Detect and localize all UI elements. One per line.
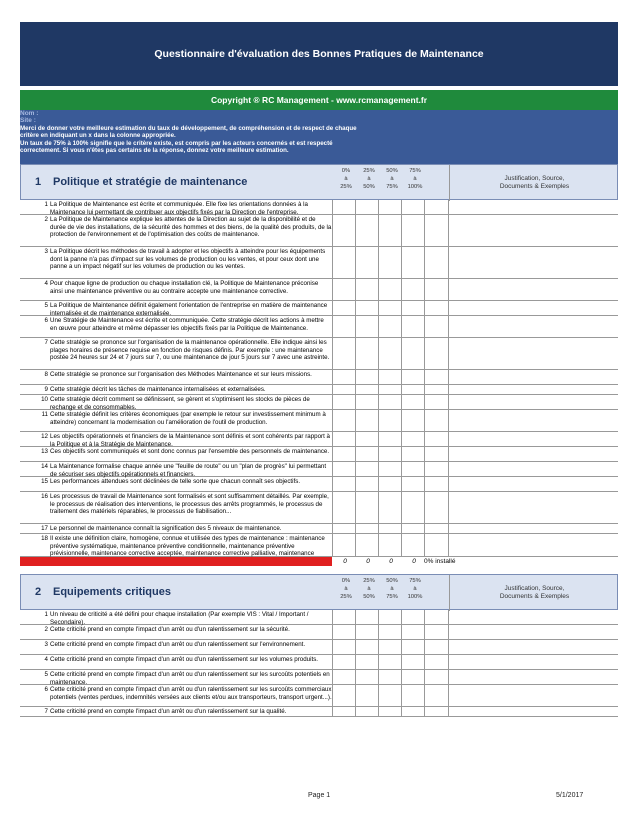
criterion-text: La Politique décrit les méthodes de travail à adopter et les objectifs à atteindre pour les équipements dont la panne n'a pas d'impact sur les volumes de production ou les ventes, et pour ceux dont une panne a un impact négatif sur les volumes de production ou les ventes. [50,248,326,271]
answer-cell-divider [448,492,449,524]
answer-cell-divider [332,370,333,385]
answer-cell-divider [355,492,356,524]
answer-cell-divider [448,215,449,247]
answer-cell-divider [332,301,333,316]
answer-cell-divider [401,655,402,670]
section-title: Politique et stratégie de maintenance [53,176,248,188]
answer-cell-divider [448,655,449,670]
answer-cell-divider [378,279,379,301]
section-title: Equipements critiques [53,586,171,598]
answer-cell-divider [332,247,333,279]
answer-cell-divider [355,410,356,432]
answer-cell-divider [332,462,333,477]
answer-cell-divider [401,215,402,247]
answer-cell-divider [332,640,333,655]
answer-cell-divider [355,370,356,385]
answer-cell-divider [401,316,402,338]
answer-cell-divider [448,707,449,717]
criterion-text: Cette criticité prend en compte l'impact d'un arrêt ou d'un ralentissement sur les volumes produits. [50,656,319,663]
criterion-text: La Politique de Maintenance définit également l'orientation de l'entreprise en matière de maintenance internalisée et de maintenance externalisée. [50,302,328,317]
answer-cell-divider [424,477,425,492]
table-row [20,215,618,247]
answer-cell-divider [401,462,402,477]
criterion-text: Les processus de travail de Maintenance sont formalisés et sont suffisamment détaillés. Par exemple, le processus de réalisation des interventions, le processus des arrêts programmés, le processus de traitement des matériels réparables, le processus de fiabilisation... [50,493,329,516]
answer-cell-divider [355,534,356,557]
answer-cell-divider [424,410,425,432]
answer-cell-divider [332,534,333,557]
row-number: 16 [41,493,48,500]
total-0-25: 0 [343,558,347,565]
answer-cell-divider [378,370,379,385]
answer-cell-divider [332,524,333,534]
answer-cell-divider [424,247,425,279]
copyright-banner: Copyright ® RC Management - www.rcmanagement.fr [20,90,618,110]
table-row [20,462,618,477]
answer-cell-divider [448,316,449,338]
answer-cell-divider [448,524,449,534]
instructions-line-4: correctement. Si vous n'êtes pas certains de la réponse, donnez votre meilleure estimation. [20,147,289,155]
row-number: 3 [44,641,48,648]
answer-cell-divider [448,670,449,685]
answer-cell-divider [401,301,402,316]
questionnaire-title: Questionnaire d'évaluation des Bonnes Pratiques de Maintenance [20,22,618,86]
answer-cell-divider [332,670,333,685]
section-rows [20,200,618,557]
answer-cell-divider [424,316,425,338]
answer-cell-divider [332,707,333,717]
column-25-50: 25% à 50% [363,168,375,190]
answer-cell-divider [332,215,333,247]
criterion-text: Cette criticité prend en compte l'impact d'un arrêt ou d'un ralentissement sur la qualité. [50,708,287,715]
table-row [20,301,618,316]
section-header [20,574,618,610]
criterion-text: Un niveau de criticité a été défini pour chaque installation (Par exemple VIS : Vital / Important / Secondaire). [50,611,309,626]
row-number: 5 [44,302,48,309]
answer-cell-divider [448,610,449,625]
answer-cell-divider [332,316,333,338]
site-label[interactable]: Site : [20,117,36,125]
row-number: 15 [41,478,48,485]
total-50-75: 0 [389,558,393,565]
row-number: 13 [41,448,48,455]
table-row [20,279,618,301]
criterion-text: Pour chaque ligne de production ou chaque installation clé, la Politique de Maintenance préconise ainsi une maintenance préventive ou au contraire accepte une maintenance corrective. [50,280,319,295]
answer-cell-divider [378,477,379,492]
row-number: 4 [44,656,48,663]
instructions-line-2: critère en indiquant un x dans la colonne appropriée. [20,132,176,140]
answer-cell-divider [355,640,356,655]
answer-cell-divider [424,338,425,370]
row-number: 10 [41,396,48,403]
row-number: 6 [44,686,48,693]
answer-cell-divider [355,655,356,670]
instructions-line-1: Merci de donner votre meilleure estimation du taux de développement, de compréhension et de respect de chaque [20,124,357,132]
answer-cell-divider [378,215,379,247]
answer-cell-divider [332,447,333,462]
answer-cell-divider [424,432,425,447]
section-total-row [20,557,618,566]
criterion-text: Il existe une définition claire, homogène, connue et utilisée des types de maintenance : maintenance préventive systématique, maintenance préventive conditionnelle, maintenance préventive prévisionnelle, maintenance corrective acceptée, maintenance corrective palliative, maintenance [50,535,325,558]
justification-header: Justification, Source, Documents & Exemples [449,165,619,201]
answer-cell-divider [448,338,449,370]
answer-cell-divider [424,524,425,534]
column-0-25: 0% à 25% [340,578,352,600]
installed-percentage: 0% installé [424,558,456,565]
row-number: 1 [44,611,48,618]
column-50-75: 50% à 75% [386,168,398,190]
answer-cell-divider [355,395,356,410]
section-header [20,164,618,200]
answer-cell-divider [424,707,425,717]
instructions-block [20,110,618,164]
answer-cell-divider [448,534,449,557]
criterion-text: Cette criticité prend en compte l'impact d'un arrêt ou d'un ralentissement sur la sécurité. [50,626,290,633]
answer-cell-divider [355,432,356,447]
row-number: 17 [41,525,48,532]
answer-cell-divider [355,215,356,247]
criterion-text: Cette criticité prend en compte l'impact d'un arrêt ou d'un ralentissement sur les surcoûts potentiels en maintenance. [50,671,330,686]
answer-cell-divider [332,625,333,640]
column-75-100: 75% à 100% [407,168,423,190]
answer-cell-divider [378,247,379,279]
answer-cell-divider [355,200,356,215]
column-25-50: 25% à 50% [363,578,375,600]
answer-cell-divider [401,534,402,557]
total-bar [20,557,332,566]
answer-cell-divider [355,247,356,279]
table-row [20,447,618,462]
answer-cell-divider [355,279,356,301]
answer-cell-divider [332,685,333,707]
row-number: 14 [41,463,48,470]
answer-cell-divider [448,395,449,410]
answer-cell-divider [448,279,449,301]
row-number: 3 [44,248,48,255]
answer-cell-divider [378,625,379,640]
criterion-text: La Maintenance formalise chaque année une "feuille de route" ou un "plan de progrès" lui permettant de sécuriser ses objectifs opérationnels et financiers. [50,463,327,478]
answer-cell-divider [378,410,379,432]
answer-cell-divider [355,477,356,492]
answer-cell-divider [424,640,425,655]
answer-cell-divider [378,301,379,316]
answer-cell-divider [424,447,425,462]
answer-cell-divider [378,685,379,707]
criterion-text: Cette stratégie décrit les tâches de maintenance internalisées et externalisées. [50,386,266,393]
row-number: 18 [41,535,48,542]
answer-cell-divider [424,301,425,316]
answer-cell-divider [401,410,402,432]
answer-cell-divider [332,279,333,301]
table-row [20,685,618,707]
answer-cell-divider [355,610,356,625]
answer-cell-divider [378,492,379,524]
criterion-text: Les performances attendues sont déclinées de telle sorte que chacun connaît ses objectifs. [50,478,301,485]
instructions-line-3: Un taux de 75% à 100% signifie que le critère existe, est compris par les acteurs concernés et est respecté [20,139,333,147]
answer-cell-divider [448,370,449,385]
answer-cell-divider [332,410,333,432]
answer-cell-divider [448,410,449,432]
answer-cell-divider [424,610,425,625]
row-number: 4 [44,280,48,287]
criterion-text: La Politique de Maintenance explique les attentes de la Direction au sujet de la disponibilité et de durée de vie des installations, de la sécurité des hommes et des biens, de la qualité des produits, de la protection de l'environnement et de l'optimisation des coûts de maintenance. [50,216,332,239]
criterion-text: Une Stratégie de Maintenance est écrite et communiquée. Cette stratégie décrit les actions à mettre en œuvre pour atteindre et même dépasser les objectifs fixés par la Politique de Maintenance. [50,317,324,332]
answer-cell-divider [401,685,402,707]
row-number: 7 [44,708,48,715]
answer-cell-divider [448,477,449,492]
criterion-text: La Politique de Maintenance est écrite et communiquée. Elle fixe les orientations données à la Maintenance lui permettant de contribuer aux objectifs fixés par la Direction de l'entreprise. [50,201,308,216]
answer-cell-divider [332,200,333,215]
table-row [20,200,618,215]
answer-cell-divider [424,670,425,685]
answer-cell-divider [332,432,333,447]
criterion-text: Cette criticité prend en compte l'impact d'un arrêt ou d'un ralentissement sur les surcoûts commerciaux potentiels (ventes perdues, indemnités versées aux clients et/ou aux transporteurs, transport urgent...). [50,686,332,701]
row-number: 8 [44,371,48,378]
nom-label[interactable]: Nom : [20,110,39,117]
table-row [20,534,618,557]
answer-cell-divider [378,432,379,447]
table-row [20,610,618,625]
table-row [20,395,618,410]
answer-cell-divider [401,670,402,685]
row-number: 5 [44,671,48,678]
answer-cell-divider [378,447,379,462]
row-number: 6 [44,317,48,324]
section-rows [20,610,618,717]
answer-cell-divider [401,370,402,385]
answer-cell-divider [332,395,333,410]
criterion-text: Cette criticité prend en compte l'impact d'un arrêt ou d'un ralentissement sur l'environnement. [50,641,306,648]
row-number: 12 [41,433,48,440]
row-number: 2 [44,626,48,633]
answer-cell-divider [332,610,333,625]
criterion-text: Cette stratégie se prononce sur l'organisation des Méthodes Maintenance et sur leurs missions. [50,371,312,378]
row-number: 2 [44,216,48,223]
answer-cell-divider [401,385,402,395]
total-75-100: 0 [412,558,416,565]
answer-cell-divider [355,685,356,707]
answer-cell-divider [378,524,379,534]
column-50-75: 50% à 75% [386,578,398,600]
answer-cell-divider [424,492,425,524]
table-row [20,370,618,385]
answer-cell-divider [378,640,379,655]
answer-cell-divider [378,338,379,370]
row-number: 7 [44,339,48,346]
table-row [20,316,618,338]
row-number: 9 [44,386,48,393]
table-row [20,338,618,370]
answer-cell-divider [378,534,379,557]
answer-cell-divider [401,395,402,410]
answer-cell-divider [378,707,379,717]
section-number: 2 [35,586,42,598]
table-row [20,477,618,492]
answer-cell-divider [401,625,402,640]
table-row [20,640,618,655]
answer-cell-divider [401,279,402,301]
answer-cell-divider [355,707,356,717]
page-number: Page 1 [308,792,331,799]
answer-cell-divider [424,534,425,557]
table-row [20,707,618,717]
table-row [20,492,618,524]
criterion-text: Cette stratégie définit les critères économiques (par exemple le retour sur investissement minimum à atteindre) concernant la modernisation ou l'amélioration de l'outil de production. [50,411,326,426]
table-row [20,385,618,395]
table-row [20,410,618,432]
answer-cell-divider [424,395,425,410]
print-date: 5/1/2017 [556,792,584,799]
answer-cell-divider [332,477,333,492]
criterion-text: Cette stratégie décrit comment se définissent, se gèrent et s'optimisent les stocks de pièces de rechange et de consommables. [50,396,310,411]
answer-cell-divider [448,247,449,279]
answer-cell-divider [401,707,402,717]
section-number: 1 [35,176,42,188]
answer-cell-divider [424,370,425,385]
answer-cell-divider [448,462,449,477]
answer-cell-divider [424,385,425,395]
answer-cell-divider [378,395,379,410]
answer-cell-divider [355,301,356,316]
answer-cell-divider [355,625,356,640]
answer-cell-divider [401,200,402,215]
criterion-text: Ces objectifs sont communiqués et sont donc connus par l'ensemble des personnels de maintenance. [50,448,330,455]
answer-cell-divider [355,670,356,685]
table-row [20,655,618,670]
answer-cell-divider [448,432,449,447]
answer-cell-divider [448,301,449,316]
answer-cell-divider [448,685,449,707]
table-row [20,625,618,640]
answer-cell-divider [355,524,356,534]
answer-cell-divider [448,447,449,462]
answer-cell-divider [401,524,402,534]
table-row [20,432,618,447]
answer-cell-divider [401,610,402,625]
criterion-text: Le personnel de maintenance connaît la signification des 5 niveaux de maintenance. [50,525,282,532]
answer-cell-divider [401,432,402,447]
answer-cell-divider [378,385,379,395]
answer-cell-divider [332,492,333,524]
table-row [20,524,618,534]
answer-cell-divider [401,640,402,655]
answer-cell-divider [448,625,449,640]
answer-cell-divider [401,447,402,462]
answer-cell-divider [448,640,449,655]
answer-cell-divider [378,655,379,670]
table-row [20,247,618,279]
answer-cell-divider [424,462,425,477]
answer-cell-divider [448,200,449,215]
answer-cell-divider [424,215,425,247]
answer-cell-divider [401,492,402,524]
criterion-text: Cette stratégie se prononce sur l'organisation de la maintenance opérationnelle. Elle indique ainsi les plages horaires de présence requise en fonction de risques définis. Par exemple : une maintenance postée 24 heures sur 24 et 7 jours sur 7, ou une maintenance de jour 5 jours sur 7 avec une astreinte. [50,339,330,362]
answer-cell-divider [424,685,425,707]
answer-cell-divider [378,316,379,338]
answer-cell-divider [332,385,333,395]
criterion-text: Les objectifs opérationnels et financiers de la Maintenance sont définis et sont cohérents par rapport à la Politique et à la Stratégie de Maintenance. [50,433,330,448]
answer-cell-divider [355,462,356,477]
answer-cell-divider [401,247,402,279]
answer-cell-divider [424,625,425,640]
answer-cell-divider [355,385,356,395]
answer-cell-divider [424,200,425,215]
answer-cell-divider [332,655,333,670]
answer-cell-divider [401,477,402,492]
answer-cell-divider [424,655,425,670]
answer-cell-divider [355,338,356,370]
answer-cell-divider [355,447,356,462]
answer-cell-divider [401,338,402,370]
answer-cell-divider [378,462,379,477]
answer-cell-divider [378,670,379,685]
justification-header: Justification, Source, Documents & Exemples [449,575,619,611]
answer-cell-divider [332,338,333,370]
table-row [20,670,618,685]
answer-cell-divider [448,385,449,395]
total-25-50: 0 [366,558,370,565]
row-number: 11 [41,411,48,418]
answer-cell-divider [378,200,379,215]
answer-cell-divider [424,279,425,301]
answer-cell-divider [355,316,356,338]
row-number: 1 [44,201,48,208]
answer-cell-divider [378,610,379,625]
column-75-100: 75% à 100% [407,578,423,600]
column-0-25: 0% à 25% [340,168,352,190]
